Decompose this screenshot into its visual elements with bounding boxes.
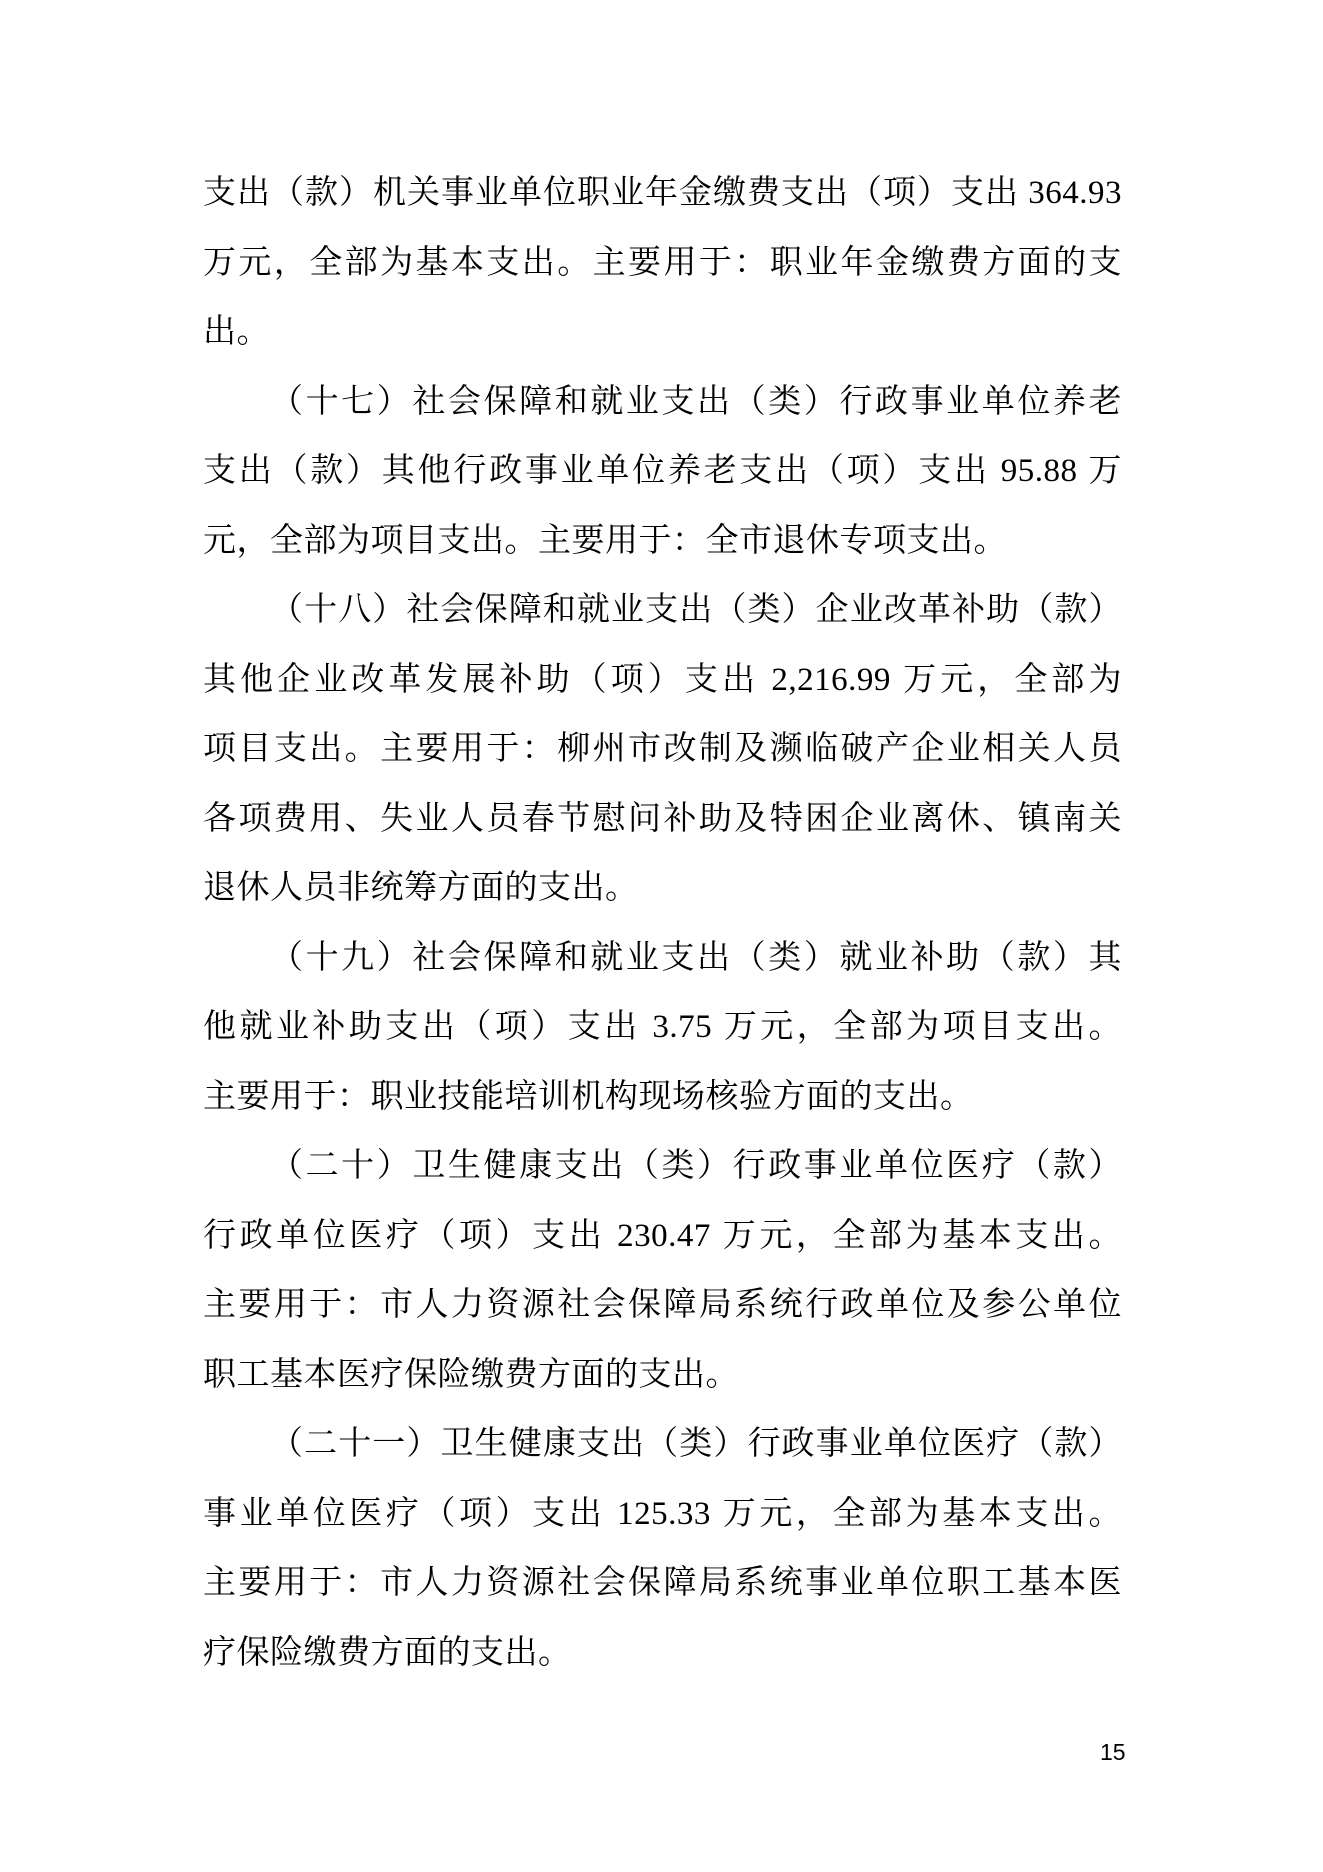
text-line: 出。 — [203, 314, 270, 350]
text-line: （十七）社会保障和就业支出（类）行政事业单位养老 — [270, 383, 1122, 420]
text-line: 他就业补助支出（项）支出 3.75 万元，全部为项目支出。 — [203, 1009, 1122, 1045]
text-line: 退休人员非统筹方面的支出。 — [203, 870, 639, 906]
text-line: 疗保险缴费方面的支出。 — [203, 1634, 572, 1671]
text-line: （十九）社会保障和就业支出（类）就业补助（款）其 — [270, 939, 1122, 976]
text-line: 事业单位医疗（项）支出 125.33 万元，全部为基本支出。 — [203, 1495, 1122, 1532]
text-line: 职工基本医疗保险缴费方面的支出。 — [203, 1356, 739, 1393]
text-line: （二十一）卫生健康支出（类）行政事业单位医疗（款） — [270, 1426, 1122, 1462]
document-body — [203, 159, 1122, 1688]
text-line: 支出（款）机关事业单位职业年金缴费支出（项）支出 364.93 — [203, 175, 1122, 211]
text-line: 项目支出。主要用于：柳州市改制及濒临破产企业相关人员 — [203, 731, 1122, 767]
text-line: 主要用于：市人力资源社会保障局系统事业单位职工基本医 — [203, 1565, 1122, 1601]
text-line: 主要用于：市人力资源社会保障局系统行政单位及参公单位 — [203, 1287, 1122, 1323]
text-line: 其他企业改革发展补助（项）支出 2,216.99 万元，全部为 — [203, 661, 1122, 698]
text-line: 支出（款）其他行政事业单位养老支出（项）支出 95.88 万 — [203, 453, 1122, 489]
text-line: 主要用于：职业技能培训机构现场核验方面的支出。 — [203, 1078, 974, 1115]
text-line: （二十）卫生健康支出（类）行政事业单位医疗（款） — [270, 1148, 1122, 1184]
text-line: 各项费用、失业人员春节慰问补助及特困企业离休、镇南关 — [203, 800, 1122, 837]
page-number: 15 — [1100, 1739, 1126, 1765]
text-line: 行政单位医疗（项）支出 230.47 万元，全部为基本支出。 — [203, 1217, 1122, 1254]
text-line: 元，全部为项目支出。主要用于：全市退休专项支出。 — [203, 522, 1007, 559]
text-line: 万元，全部为基本支出。主要用于：职业年金缴费方面的支 — [203, 244, 1122, 281]
text-line: （十八）社会保障和就业支出（类）企业改革补助（款） — [270, 592, 1122, 628]
